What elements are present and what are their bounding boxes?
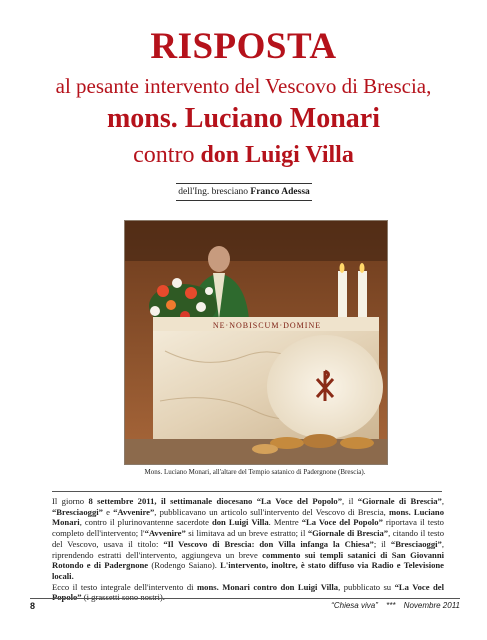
title-line-subtitle: al pesante intervento del Vescovo di Brescia, [55, 74, 432, 98]
article-body [52, 496, 444, 603]
title-line-risposta: RISPOSTA [150, 26, 337, 67]
altar-photo [124, 220, 388, 465]
paragraph: Il giorno 8 settembre 2011, il settimanale diocesano “La Voce del Popolo”, il “Giornale di Brescia”, “Bresciaoggi” e “Avvenire”, pubblicavano un articolo sull'intervento del Vescovo di Brescia, mons. Luciano Monari, contro il plurinovantenne sacerdote don Luigi Villa. Mentre “La Voce del Popolo” riportava il testo completo dell'intervento; l'“Avvenire” si limitava ad un breve estratto; il “Giornale di Brescia”, citando il testo del Vescovo, usava il titolo: “Il Vescovo di Brescia: don Villa infanga la Chiesa”; il “Bresciaoggi”, riprendendo estratti dell'intervento, aggiungeva un breve commento sui templi satanici di San Giovanni Rotondo e di Padergnone (Rodengo Saiano). L'intervento, inoltre, è stato diffuso via Radio e Televisione locali. [52, 496, 444, 581]
title-line-bishop-name: mons. Luciano Monari [106, 103, 381, 134]
footer-magazine-info [331, 601, 460, 610]
byline-author: Franco Adessa [250, 187, 310, 197]
magazine-name: “Chiesa viva” [331, 601, 378, 610]
byline [176, 183, 312, 201]
title-villa-name: don Luigi Villa [200, 142, 354, 168]
altar-inscription: NE·NOBISCUM·DOMINE [212, 321, 322, 330]
photo-caption: Mons. Luciano Monari, all'altare del Tempio satanico di Padergnone (Brescia). [144, 468, 366, 476]
footer-separator: *** [386, 601, 396, 610]
byline-prefix: dell'Ing. bresciano [178, 187, 249, 197]
title-line-against [0, 141, 487, 169]
altar-photo-illustration [125, 221, 387, 464]
footer-divider [30, 598, 460, 599]
title-contro: contro [133, 142, 195, 168]
issue-date: Novembre 2011 [403, 601, 460, 610]
page-number: 8 [30, 601, 36, 611]
divider [52, 491, 442, 492]
paragraph: Ecco il testo integrale dell'intervento di mons. Monari contro don Luigi Villa, pubblicato su “La Voce del [52, 581, 445, 592]
